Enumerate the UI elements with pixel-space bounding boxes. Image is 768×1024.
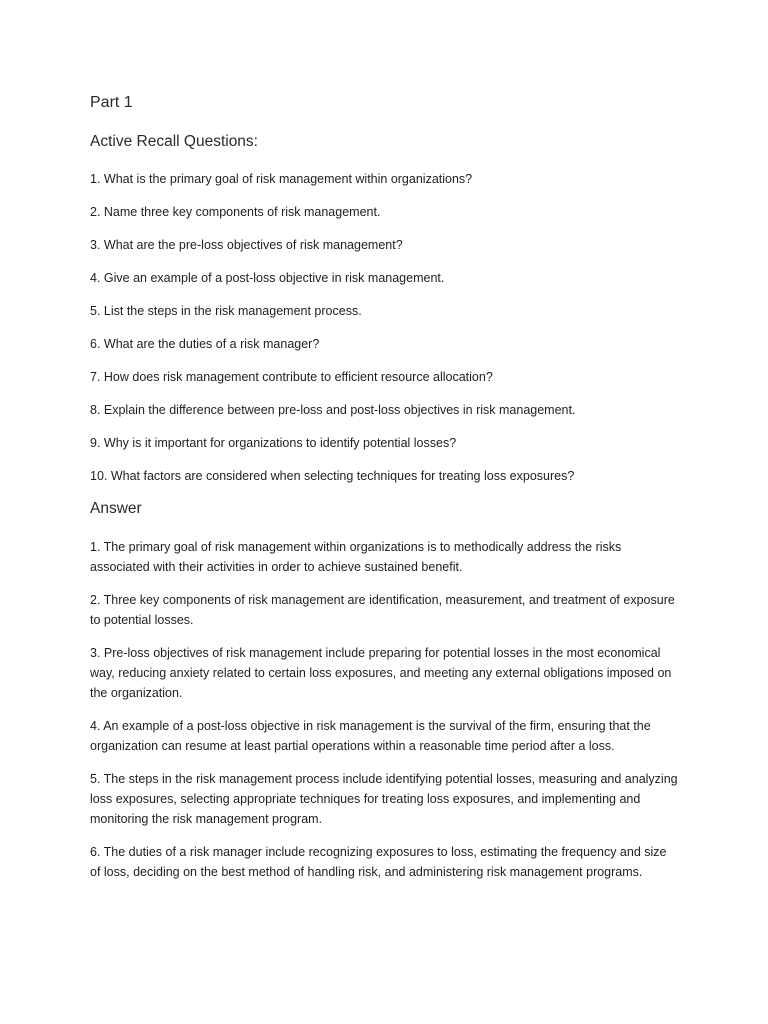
question-item: 10. What factors are considered when selecting techniques for treating loss exposures? xyxy=(90,469,575,483)
question-item: 4. Give an example of a post-loss objective in risk management. xyxy=(90,271,445,285)
answer-item: 5. The steps in the risk management process include identifying potential losses, measuring and analyzing loss exposures, selecting appropriate techniques for treating loss exposures, and implementing and monitoring the risk management program. xyxy=(90,772,678,826)
answer-item: 2. Three key components of risk management are identification, measurement, and treatment of exposure to potential losses. xyxy=(90,593,675,627)
question-item: 5. List the steps in the risk management process. xyxy=(90,304,362,318)
question-item: 1. What is the primary goal of risk management within organizations? xyxy=(90,172,473,186)
question-item: 8. Explain the difference between pre-loss and post-loss objectives in risk management. xyxy=(90,403,576,417)
question-item: 7. How does risk management contribute to efficient resource allocation? xyxy=(90,370,493,384)
answers-heading: Answer xyxy=(90,500,142,517)
part-title: Part 1 xyxy=(90,94,133,111)
answer-list xyxy=(90,537,680,895)
questions-heading: Active Recall Questions: xyxy=(90,133,258,150)
answer-item: 1. The primary goal of risk management within organizations is to methodically address the risks associated with their activities in order to achieve sustained benefit. xyxy=(90,540,622,574)
question-item: 3. What are the pre-loss objectives of risk management? xyxy=(90,238,403,252)
question-item: 2. Name three key components of risk management. xyxy=(90,205,381,219)
question-item: 6. What are the duties of a risk manager? xyxy=(90,337,320,351)
question-list xyxy=(90,170,690,500)
question-item: 9. Why is it important for organizations to identify potential losses? xyxy=(90,436,457,450)
answer-item: 6. The duties of a risk manager include recognizing exposures to loss, estimating the frequency and size of loss, deciding on the best method of handling risk, and administering risk management programs. xyxy=(90,845,667,879)
answer-item: 4. An example of a post-loss objective in risk management is the survival of the firm, ensuring that the organization can resume at least partial operations within a reasonable time period after a loss. xyxy=(90,719,651,753)
answer-item: 3. Pre-loss objectives of risk management include preparing for potential losses in the most economical way, reducing anxiety related to certain loss exposures, and meeting any external obligations imposed on the organization. xyxy=(90,646,672,700)
